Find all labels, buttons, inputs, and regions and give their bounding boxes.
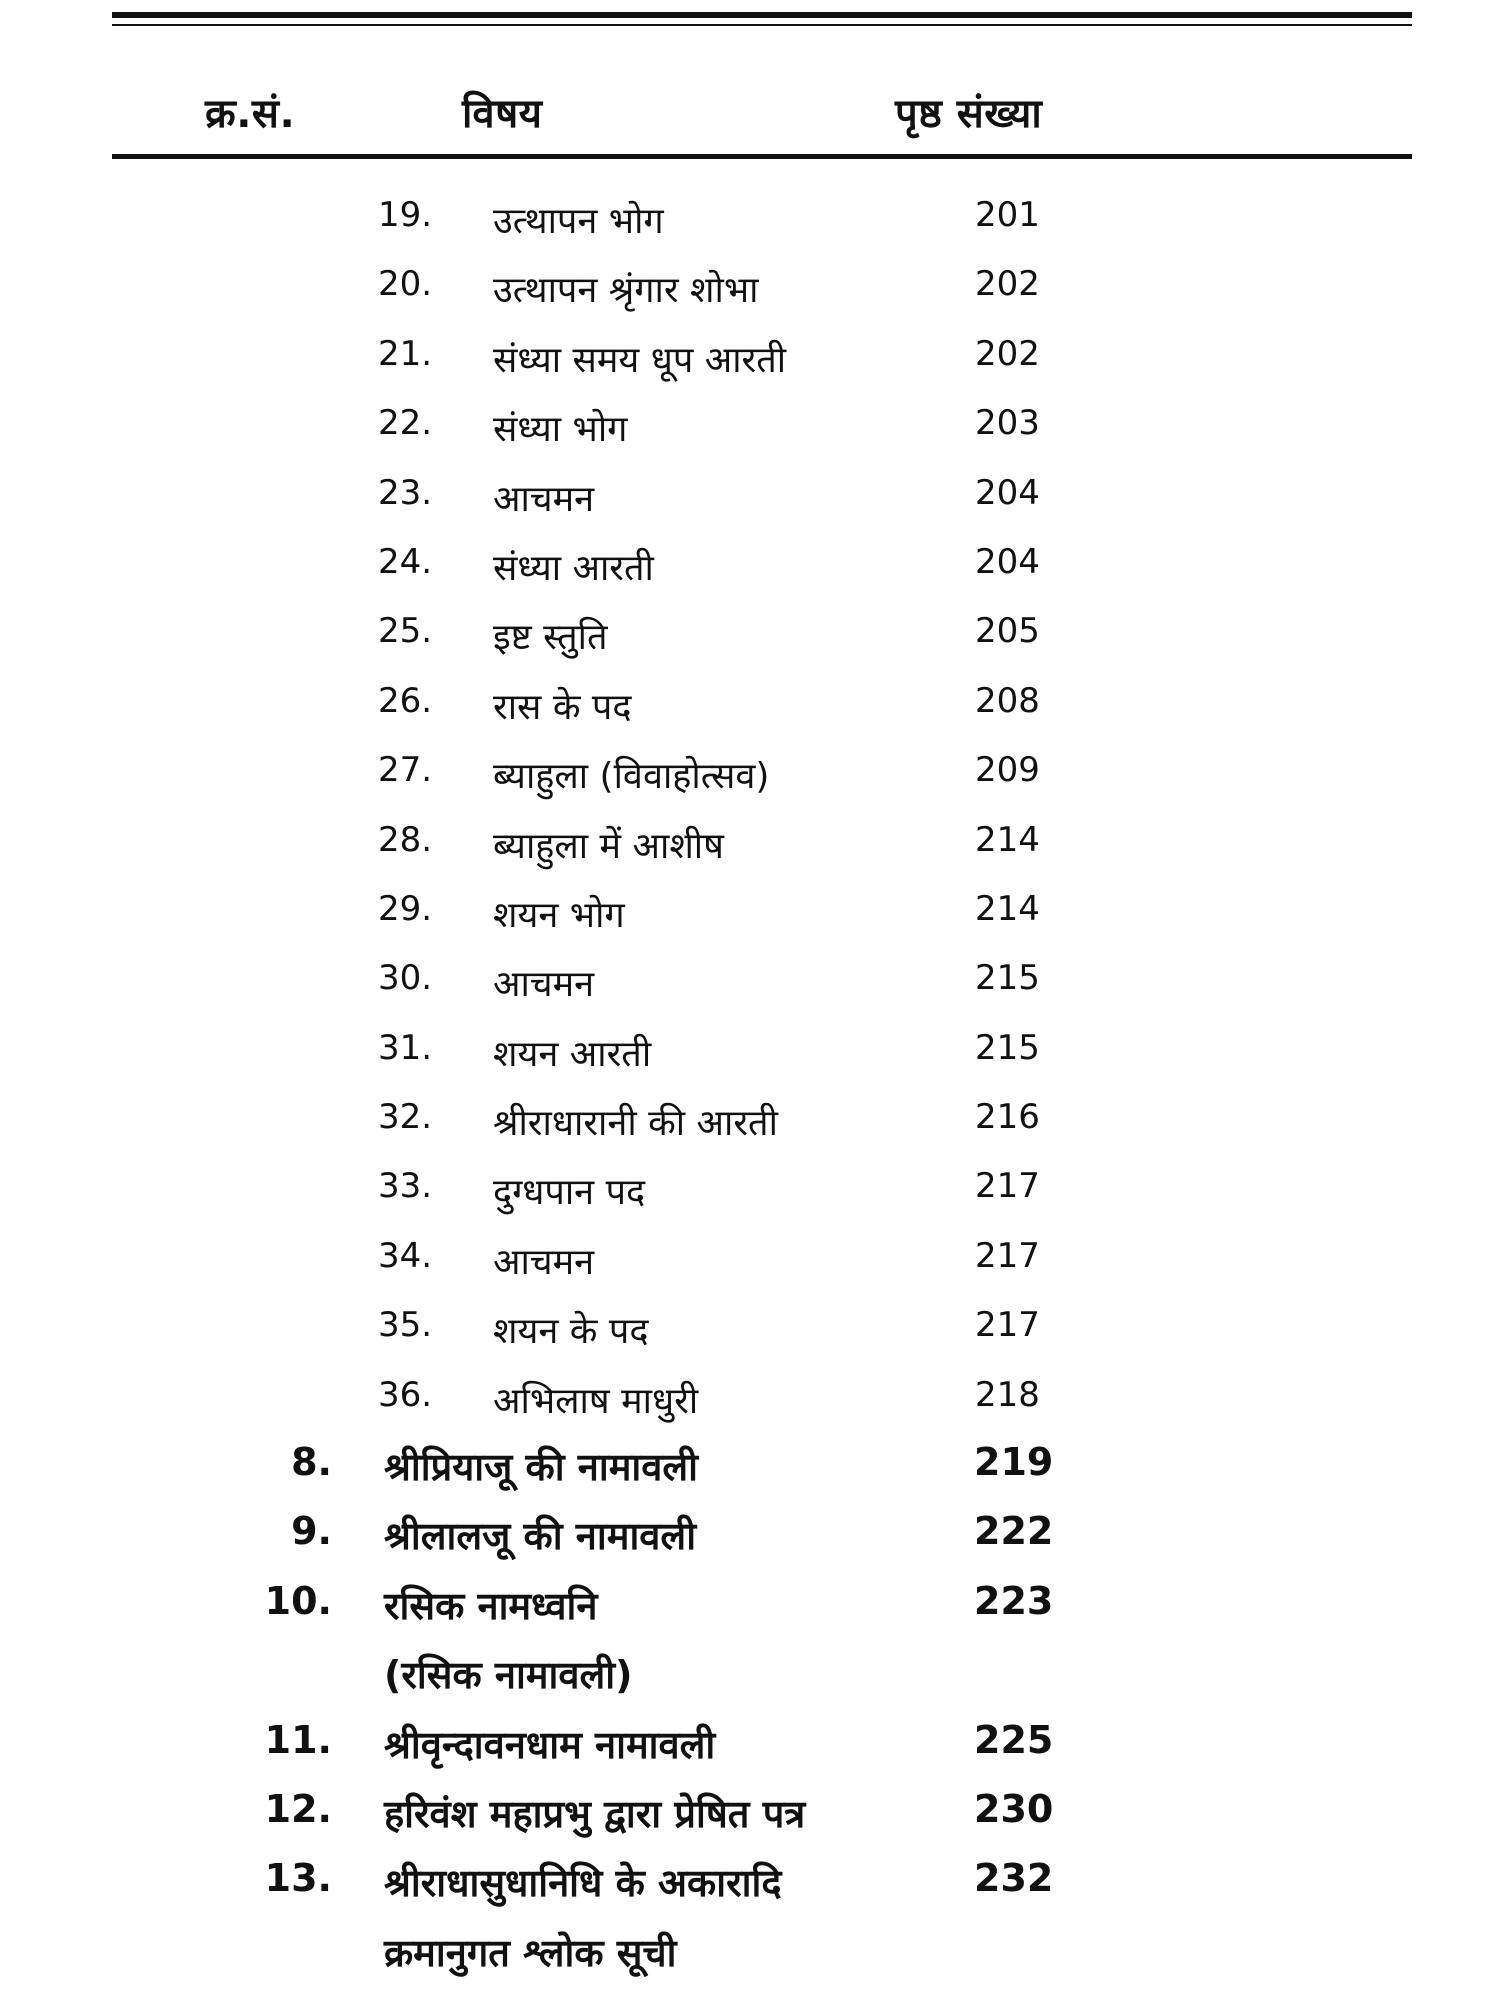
toc-main-entry <box>0 1777 1500 1846</box>
toc-sub-entry <box>0 324 1500 393</box>
entry-title: ब्याहुला में आशीष <box>493 825 724 867</box>
entry-page: 217 <box>975 1235 1040 1276</box>
toc-sub-entry <box>0 1018 1500 1087</box>
toc-header <box>0 76 1500 146</box>
entry-number: 28. <box>378 819 433 860</box>
entry-number: 26. <box>378 680 433 721</box>
entry-page: 202 <box>975 333 1040 374</box>
toc-sub-entry <box>0 1226 1500 1295</box>
entry-title: आचमन <box>493 964 595 1006</box>
entry-page: 223 <box>974 1578 1054 1623</box>
toc-sub-entry <box>0 740 1500 809</box>
entry-title: इष्ट स्तुति <box>493 617 608 659</box>
entry-title: आचमन <box>493 1241 595 1283</box>
toc-sub-entry <box>0 1087 1500 1156</box>
toc-sub-entry <box>0 393 1500 462</box>
entry-page: 202 <box>975 264 1040 305</box>
toc-sub-entry <box>0 810 1500 879</box>
main-entry-list <box>0 1430 1500 1985</box>
top-rule-thin <box>112 24 1412 26</box>
toc-sub-entry <box>0 1295 1500 1364</box>
toc-sub-entry <box>0 671 1500 740</box>
entry-title: दुग्धपान पद <box>493 1172 646 1214</box>
entry-title: उत्थापन भोग <box>493 201 664 242</box>
toc-sub-entry <box>0 1156 1500 1225</box>
entry-number: 12. <box>264 1786 332 1831</box>
entry-page: 209 <box>975 750 1040 791</box>
entry-title: रसिक नामध्वनि <box>384 1583 598 1628</box>
entry-number: 9. <box>291 1509 332 1554</box>
entry-title: रास के पद <box>493 686 632 728</box>
entry-title: हरिवंश महाप्रभु द्वारा प्रेषित पत्र <box>384 1791 806 1836</box>
entry-page: 225 <box>974 1717 1054 1762</box>
header-page-number: पृष्ठ संख्या <box>895 91 1043 137</box>
toc-main-entry <box>0 1708 1500 1777</box>
toc-main-entry <box>0 1430 1500 1499</box>
entry-page: 205 <box>975 611 1040 652</box>
top-rule-thick <box>112 12 1412 18</box>
entry-page: 201 <box>975 195 1040 235</box>
entry-number: 10. <box>264 1578 332 1623</box>
entry-title: संध्या आरती <box>493 547 654 589</box>
entry-number: 27. <box>378 750 433 791</box>
entry-title: श्रीराधारानी की आरती <box>493 1103 778 1145</box>
toc-sub-entry <box>0 1365 1500 1434</box>
entry-number: 11. <box>264 1717 332 1762</box>
entry-page: 219 <box>974 1440 1054 1484</box>
toc-sub-entry <box>0 879 1500 948</box>
entry-number: 13. <box>264 1856 332 1901</box>
entry-page: 218 <box>975 1374 1040 1415</box>
toc-main-entry <box>0 1846 1500 1985</box>
entry-title: श्रीराधासुधानिधि के अकारादि <box>384 1861 782 1906</box>
entry-title: संध्या भोग <box>493 409 628 451</box>
entry-title: संध्या समय धूप आरती <box>493 339 787 381</box>
entry-number: 8. <box>291 1440 332 1484</box>
entry-page: 215 <box>975 958 1040 999</box>
entry-number: 33. <box>378 1166 433 1207</box>
entry-number: 24. <box>378 541 433 582</box>
entry-page: 217 <box>975 1166 1040 1207</box>
header-subject: विषय <box>462 91 543 137</box>
entry-page: 204 <box>975 472 1040 513</box>
entry-number: 35. <box>378 1305 433 1346</box>
entry-number: 22. <box>378 403 433 444</box>
entry-number: 20. <box>378 264 433 305</box>
toc-sub-entry <box>0 532 1500 601</box>
entry-page: 208 <box>975 680 1040 721</box>
entry-title: अभिलाष माधुरी <box>493 1380 699 1422</box>
entry-title: शयन के पद <box>493 1311 649 1353</box>
entry-page: 222 <box>974 1509 1054 1554</box>
entry-title-continued: (रसिक नामावली) <box>384 1653 633 1698</box>
toc-main-entry <box>0 1499 1500 1568</box>
entry-number: 32. <box>378 1097 433 1138</box>
entry-number: 34. <box>378 1235 433 1276</box>
header-serial: क्र.सं. <box>205 91 296 137</box>
entry-title: आचमन <box>493 478 595 520</box>
entry-number: 23. <box>378 472 433 513</box>
entry-title: श्रीवृन्दावनधाम नामावली <box>384 1722 716 1767</box>
entry-page: 215 <box>975 1027 1040 1068</box>
entry-page: 214 <box>975 819 1040 860</box>
entry-page: 232 <box>974 1856 1054 1901</box>
entry-page: 216 <box>975 1097 1040 1138</box>
entry-page: 214 <box>975 888 1040 929</box>
toc-sub-entry <box>0 185 1500 254</box>
toc-sub-entry <box>0 254 1500 323</box>
entry-number: 36. <box>378 1374 433 1415</box>
header-rule <box>112 154 1412 159</box>
toc-sub-entry <box>0 948 1500 1017</box>
entry-number: 25. <box>378 611 433 652</box>
entry-page: 230 <box>974 1786 1054 1831</box>
entry-title: श्रीलालजू की नामावली <box>384 1514 697 1559</box>
sub-entry-list <box>0 185 1500 1434</box>
entry-page: 217 <box>975 1305 1040 1346</box>
entry-title: श्रीप्रियाजू की नामावली <box>384 1445 699 1489</box>
entry-title-continued: क्रमानुगत श्लोक सूची <box>384 1930 677 1975</box>
entry-title: शयन भोग <box>493 894 625 936</box>
entry-title: शयन आरती <box>493 1033 652 1075</box>
entry-page: 203 <box>975 403 1040 444</box>
entry-title: उत्थापन श्रृंगार शोभा <box>493 270 759 312</box>
toc-sub-entry <box>0 463 1500 532</box>
entry-number: 30. <box>378 958 433 999</box>
entry-number: 29. <box>378 888 433 929</box>
entry-number: 31. <box>378 1027 433 1068</box>
toc-sub-entry <box>0 601 1500 670</box>
entry-number: 19. <box>378 195 433 235</box>
toc-main-entry <box>0 1569 1500 1708</box>
entry-title: ब्याहुला (विवाहोत्सव) <box>493 756 770 798</box>
entry-number: 21. <box>378 333 433 374</box>
entry-page: 204 <box>975 541 1040 582</box>
